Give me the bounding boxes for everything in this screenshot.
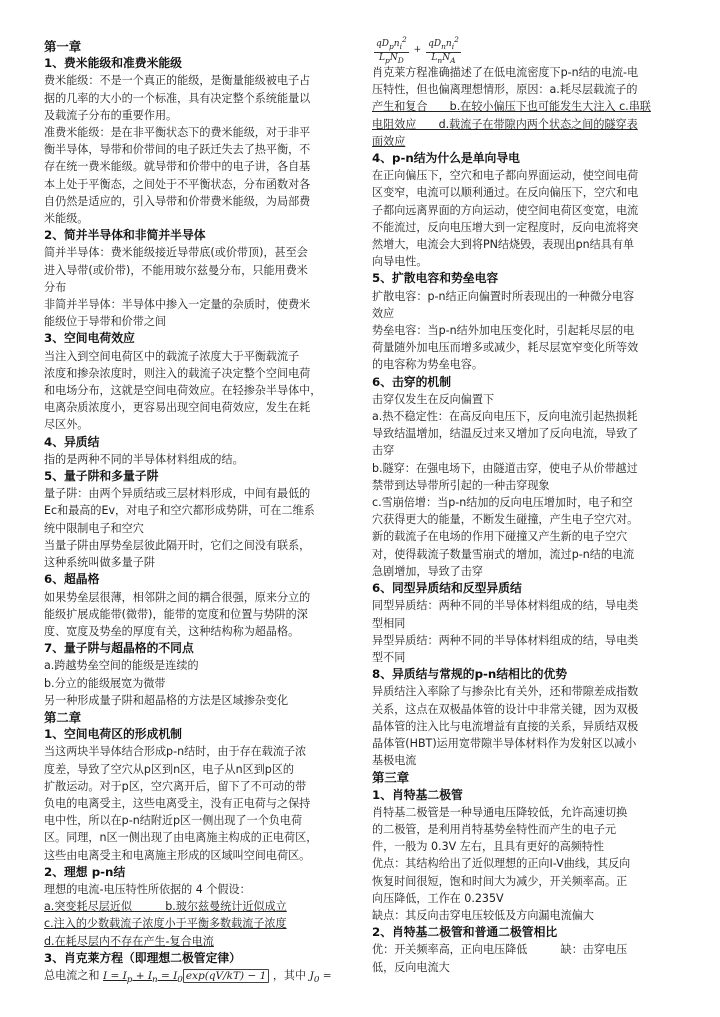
text-line: 新的载流子在电场的作用下碰撞又产生新的电子空穴 (372, 530, 628, 544)
assumption-line: c.注入的少数载流子浓度小于平衡多数载流子浓度 (44, 917, 287, 931)
text-line: 晶体管的注入比与电流增益有直接的关系，异质结双极 (372, 719, 639, 733)
section-heading: 7、量子阱与超晶格的不同点 (44, 641, 194, 656)
text-line: 急剧增加，导致了击穿 (372, 564, 483, 578)
text-line: 这种系统叫做多量子阱 (44, 556, 155, 570)
text-line: 穴获得更大的能量，不断发生碰撞，产生电子空穴对。 (372, 513, 639, 527)
j0-formula: $\frac{qD_pn_i^2}{L_pN_D}$ + $\frac{qD_nn_i^2}{L_nN_A}$ (376, 35, 459, 65)
section-heading: 4、p-n结为什么是单向导电 (372, 151, 520, 166)
section-heading: 2、简并半导体和非简并半导体 (44, 228, 206, 243)
text-line: 优：开关频率高，正向电压降低 缺：击穿电压 (372, 943, 628, 957)
formula-tail: ，其中 (272, 968, 307, 982)
text-line: 晶体管(HBT)运用宽带隙半导体材料作为发射区以减小 (372, 736, 637, 750)
text-line: c.雪崩倍增：当p-n结加的反向电压增加时，电子和空 (372, 496, 633, 510)
text-line: 扩散电容：p-n结正向偏置时所表现出的一种微分电容 (372, 289, 635, 303)
text-line: 当这两块半导体结合形成p-n结时，由于存在载流子浓 (44, 745, 307, 759)
formula-i0: $J_0$ = (309, 969, 332, 986)
section-heading: 4、异质结 (44, 434, 100, 449)
section-heading: 1、费米能级和准费米能级 (44, 56, 182, 71)
text-line: 浓度和掺杂浓度时，则注入的载流子决定整个空间电荷 (44, 366, 311, 380)
text-line: 然增大，电流会大到将PN结烧毁，表现出pn结具有单 (372, 238, 635, 252)
text-line: 效应 (372, 306, 395, 320)
text-line: 负电的电离受主，这些电离受主，没有正电荷与之保持 (44, 796, 311, 810)
text-line: 基极电流 (372, 754, 417, 768)
text-line: 优点：其结构给出了近似理想的正向I-V曲线，其反向 (372, 857, 631, 871)
text-line: 存在统一费米能级。就导带和价带中的电子讲，各自基 (44, 160, 311, 174)
text-line: 简并半导体：费米能级接近导带底(或价带顶)，甚至会 (44, 246, 308, 260)
text-line: 在正向偏压下，空穴和电子都向界面运动，使空间电荷 (372, 169, 639, 183)
text-line: 压特性，但也偏离理想情形，原因：a.耗尽层载流子的 (372, 83, 638, 97)
text-line-ec-ev: Ec和最高的Ev，对电子和空穴都形成势阱，可在二维系 (44, 504, 315, 518)
section-heading: 1、肖特基二极管 (372, 787, 463, 802)
shockley-formula: $I = I_p + I_n = I_0$ exp(qV/kT) − 1 (103, 970, 269, 982)
text-line: 异质结注入率除了与掺杂比有关外，还和带隙差成指数 (372, 685, 639, 699)
text-line: 度差，导致了空穴从p区到n区，电子从n区到p区的 (44, 762, 295, 776)
text-line: 能级扩展成能带(微带)，能带的宽度和位置与势阱的深 (44, 607, 308, 621)
reason-line: 面效应 (372, 134, 406, 148)
text-line: 向导电性。 (372, 255, 428, 269)
text-line: 尽区外。 (44, 418, 89, 432)
text-line: 衡半导体，导带和价带间的电子跃迁失去了热平衡，不 (44, 143, 311, 157)
text-line: 费米能级：不是一个真正的能级，是衡量能级被电子占 (44, 74, 311, 88)
text-line: 进入导带(或价带)，不能用玻尔兹曼分布，只能用费米 (44, 263, 308, 277)
text-line: 肖克莱方程准确描述了在低电流密度下p-n结的电流-电 (372, 66, 639, 79)
assumption-line: a.突变耗尽层近似 b.玻尔兹曼统计近似成立 (44, 900, 287, 914)
text-line: 自仍然是适应的，引入导带和价带费米能级，为局部费 (44, 194, 311, 208)
reason-line: 产生和复合 b.在较小偏压下也可能发生大注入 c.串联 (372, 100, 651, 114)
text-line: 区。同理，n区一侧出现了由电离施主构成的正电荷区， (44, 831, 318, 845)
chapter-1-title: 第一章 (44, 39, 82, 54)
text-line: 指的是两种不同的半导体材料组成的结。 (44, 452, 244, 466)
text-line: 电中性，所以在p-n结附近p区一侧出现了一个负电荷 (44, 814, 303, 828)
right-column (372, 34, 688, 976)
text-line: 分布 (44, 280, 67, 294)
text-line: 的电容称为势垒电容。 (372, 358, 483, 372)
section-heading: 1、空间电荷区的形成机制 (44, 727, 182, 742)
section-heading: 3、肖克莱方程（即理想二极管定律） (44, 950, 241, 965)
text-line: 异型异质结：两种不同的半导体材料组成的结，导电类 (372, 633, 639, 647)
text-line: 当量子阱由厚势垒层彼此隔开时，它们之间没有联系， (44, 538, 311, 552)
text-line: 同型异质结：两种不同的半导体材料组成的结，导电类 (372, 599, 639, 613)
section-heading: 2、理想 p-n结 (44, 864, 126, 879)
text-line: 关系，这点在双极晶体管的设计中非常关键，因为双极 (372, 702, 639, 716)
text-line: 度、宽度及势垒的厚度有关，这种结构称为超晶格。 (44, 624, 300, 638)
text-line: a.热不稳定性：在高反向电压下，反向电流引起热损耗 (372, 410, 638, 424)
text-line: 型相同 (372, 616, 406, 630)
text-line: 量子阱：由两个异质结或三层材料形成，中间有最低的 (44, 487, 311, 501)
text-line: 低，反向电流大 (372, 960, 450, 974)
left-column (44, 38, 362, 989)
section-heading: 5、量子阱和多量子阱 (44, 469, 159, 484)
section-heading: 2、肖特基二极管和普通二极管相比 (372, 925, 558, 940)
text-line: 非简并半导体：半导体中掺入一定量的杂质时，使费米 (44, 298, 311, 312)
text-line: 及载流子分布的重要作用。 (44, 108, 178, 122)
text-line: 型不同 (372, 650, 406, 664)
text-line: 据的几率的大小的一个标准，具有决定整个系统能量以 (44, 91, 311, 105)
text-line: 米能级。 (44, 212, 89, 226)
shockley-formula-line (44, 967, 362, 989)
text-line: 对，使得载流子数量雪崩式的增加，流过p-n结的电流 (372, 547, 635, 561)
text-line: 恢复时间很短，饱和时间大为减少，开关频率高。正 (372, 874, 628, 888)
section-heading: 8、异质结与常规的p-n结相比的优势 (372, 667, 568, 682)
text-line: 区变窄，电流可以顺利通过。在反向偏压下，空穴和电 (372, 186, 639, 200)
text-line: 如果势垒层很薄，相邻阱之间的耦合很强，原来分立的 (44, 590, 311, 604)
text-line: 扩散运动。对于p区，空穴离开后，留下了不可动的带 (44, 779, 307, 793)
text-line: 和电场分布，这就是空间电荷效应。在轻掺杂半导体中， (44, 384, 322, 398)
text-line: 的二极管，是利用肖特基势垒特性而产生的电子元 (372, 822, 617, 836)
text-line: 件，一般为 0.3V 左右，且具有更好的高频特性 (372, 840, 604, 854)
text-line: 子都向远离界面的方向运动，使空间电荷区变宽，电流 (372, 203, 639, 217)
text-line: 准费米能级：是在非平衡状态下的费米能级，对于非平 (44, 126, 311, 140)
chapter-2-title: 第二章 (44, 709, 82, 725)
section-heading: 5、扩散电容和势垒电容 (372, 271, 499, 286)
formula-lead: 总电流之和 (44, 968, 100, 982)
text-line: 缺点：其反向击穿电压较低及方向漏电流偏大 (372, 908, 594, 922)
text-line: 理想的电流-电压特性所依据的 4 个假设： (44, 882, 251, 896)
text-line: 另一种形成量子阱和超晶格的方法是区域掺杂变化 (44, 693, 289, 707)
text-line: 能级位于导带和价带之间 (44, 315, 167, 329)
text-line: 禁带到达导带所引起的一种击穿现象 (372, 478, 550, 492)
chapter-3-title: 第三章 (372, 770, 410, 786)
text-line: 导致结温增加，结温反过来又增加了反向电流，导致了 (372, 427, 639, 441)
text-line: 肖特基二极管是一种导通电压降较低，允许高速切换 (372, 805, 628, 819)
text-line: 统中限制电子和空穴 (44, 521, 144, 535)
text-line: 向压降低，工作在 0.235V (372, 891, 504, 905)
text-line: 电离杂质浓度小，更容易出现空间电荷效应，发生在耗 (44, 401, 311, 415)
text-line: 本上处于平衡态，之间处于不平衡状态，分布函数对各 (44, 177, 311, 191)
text-line: 当注入到空间电荷区中的载流子浓度大于平衡载流子 (44, 349, 300, 363)
section-heading: 6、击穿的机制 (372, 374, 451, 389)
text-line: a.跨越势垒空间的能级是连续的 (44, 659, 199, 673)
section-heading: 6、超晶格 (44, 572, 100, 587)
reason-line: 电阻效应 d.载流子在带隙内两个状态之间的隧穿表 (372, 117, 638, 131)
text-line: 不能流过，反向电压增大到一定程度时，反向电流将突 (372, 220, 639, 234)
text-line: 势垒电容：当p-n结外加电压变化时，引起耗尽层的电 (372, 324, 635, 338)
section-heading: 3、空间电荷效应 (44, 331, 135, 346)
text-line: 这些由电离受主和电离施主形成的区域叫空间电荷区。 (44, 848, 311, 862)
section-heading: 6、同型异质结和反型异质结 (372, 581, 522, 596)
text-line: 荷量随外加电压而增多或减少，耗尽层宽窄变化所等效 (372, 341, 639, 355)
assumption-line: d.在耗尽层内不存在产生-复合电流 (44, 934, 214, 948)
text-line: b.隧穿：在强电场下，由隧道击穿，使电子从价带越过 (372, 461, 638, 475)
text-line: 击穿仅发生在反向偏置下 (372, 392, 495, 406)
text-line: 击穿 (372, 444, 395, 458)
text-line: b.分立的能级展宽为微带 (44, 676, 166, 690)
